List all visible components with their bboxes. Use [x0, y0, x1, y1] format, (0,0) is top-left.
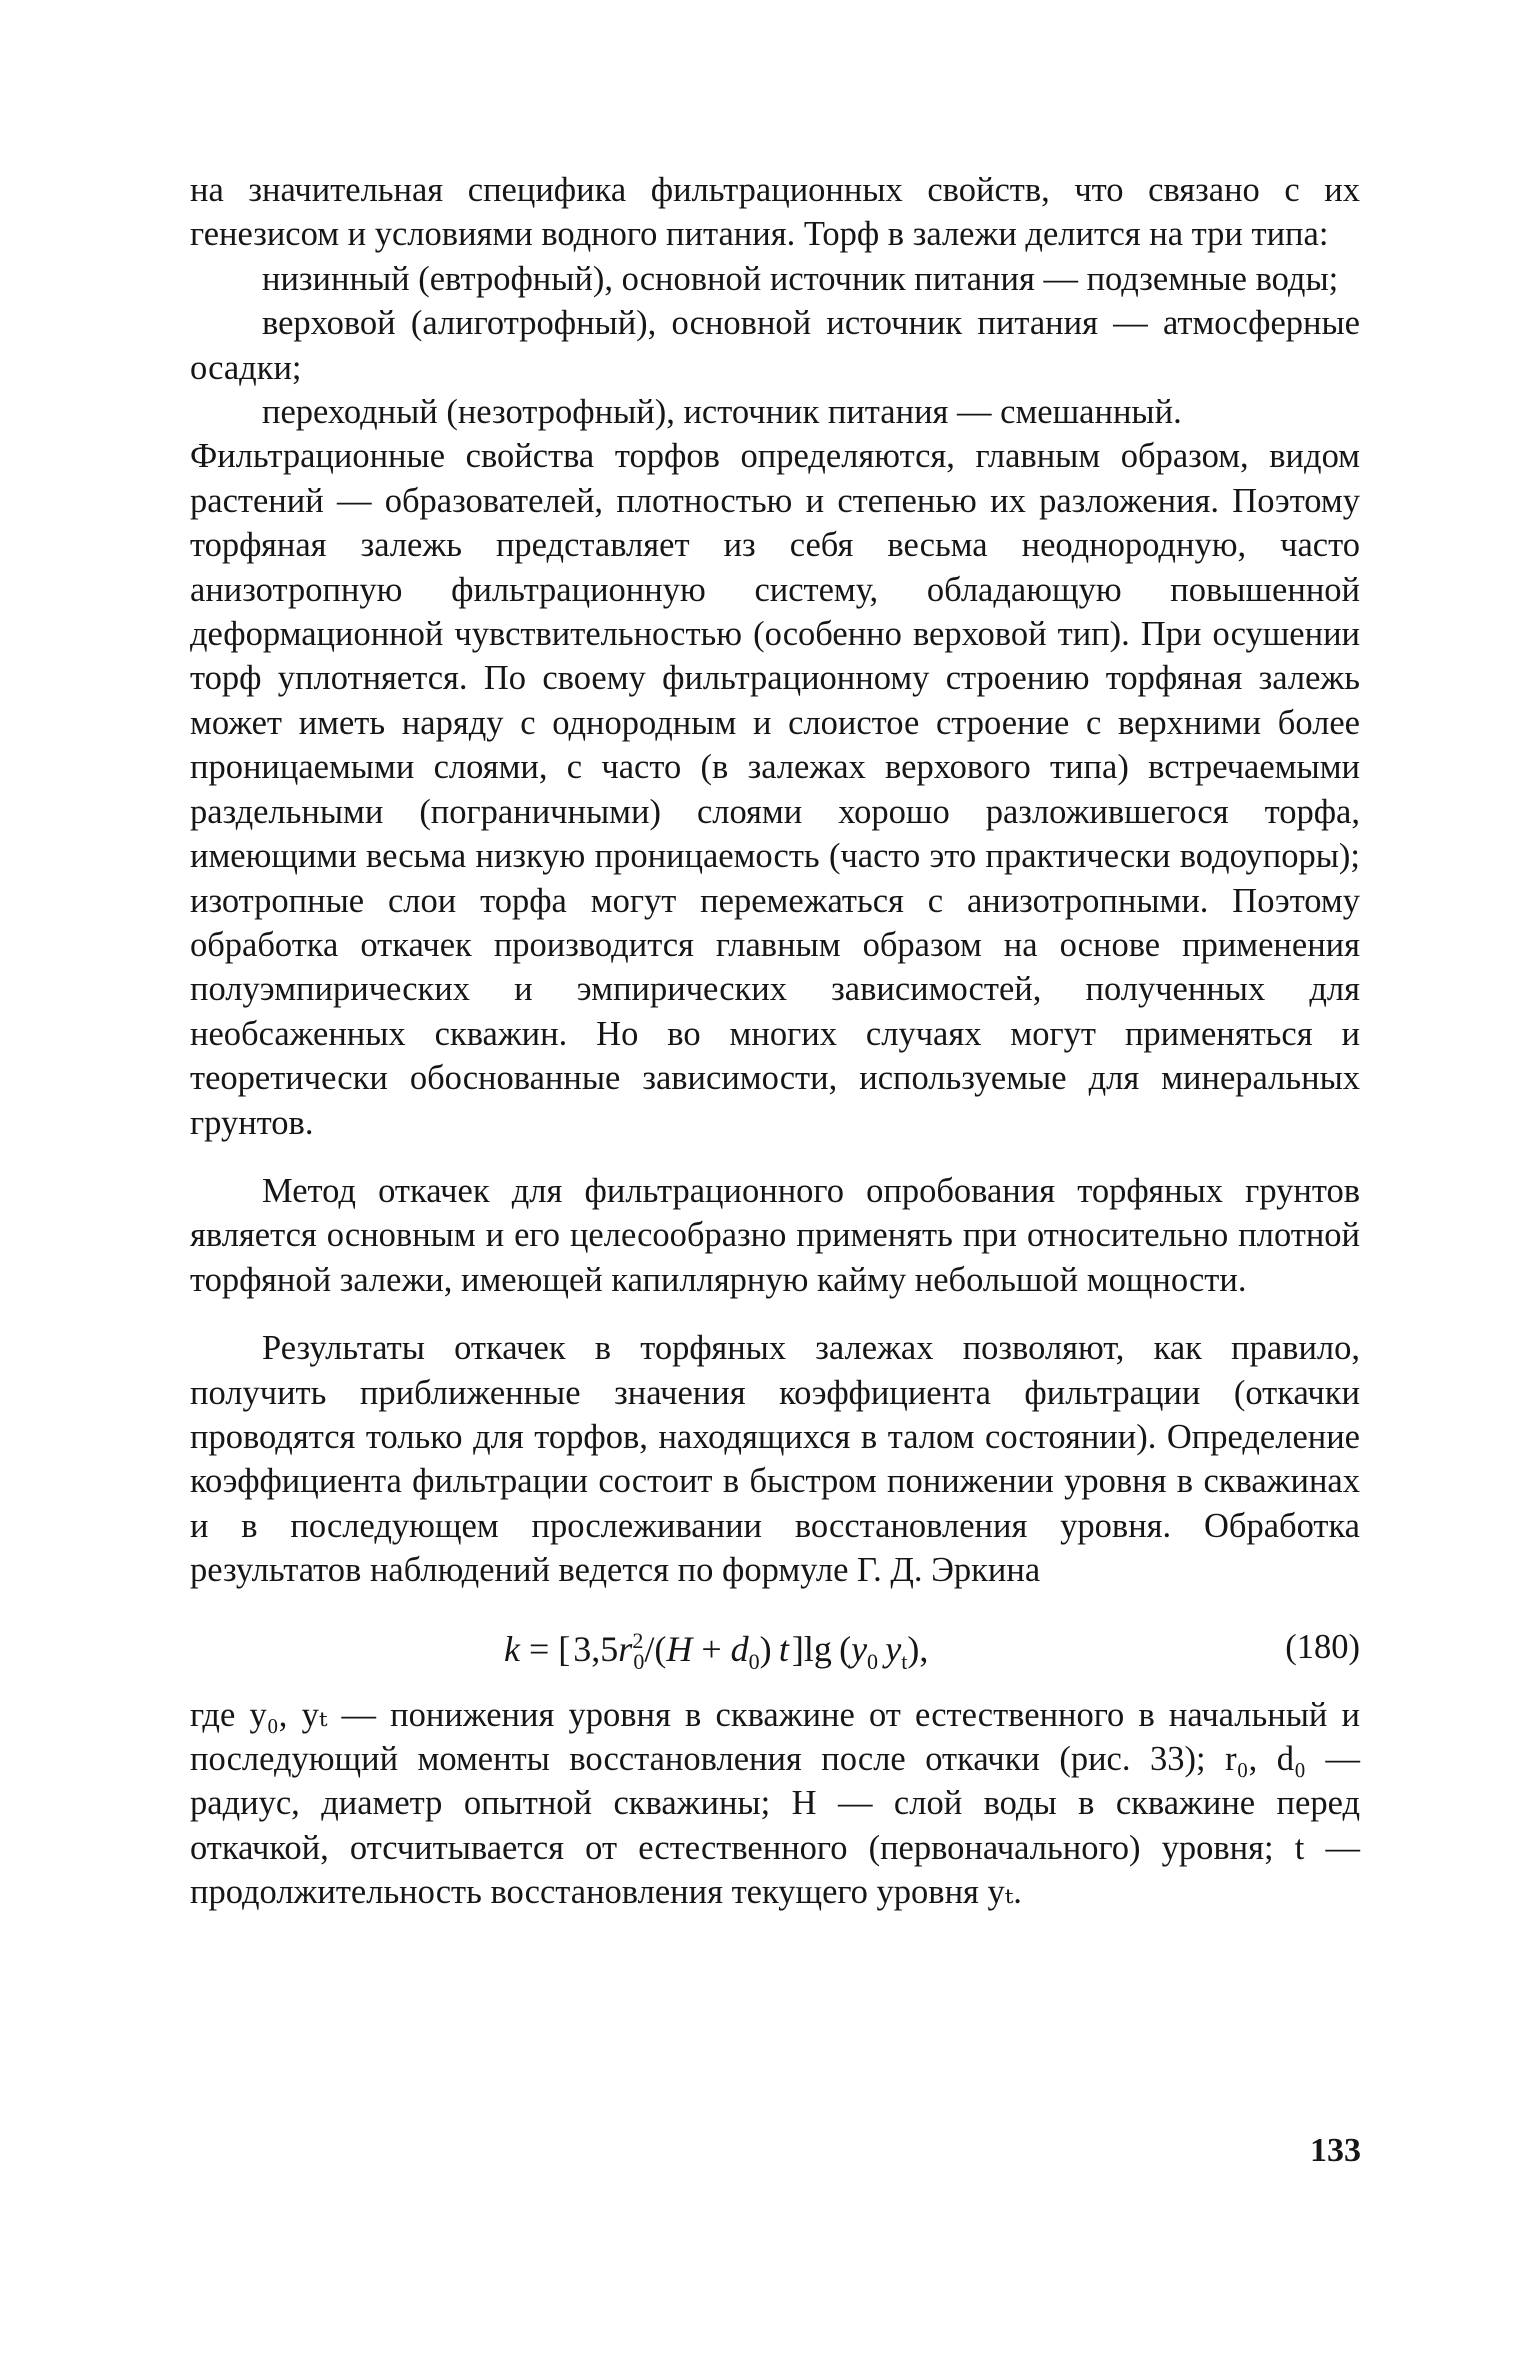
intro-paragraph: на значительная специфика фильтрационных свойств, что связано с их генезисом и условиями водного питания. Торф в залежи делится на три типа: — [190, 171, 1360, 254]
filtration-properties-paragraph: Фильтрационные свойства торфов определяются, главным образом, видом растений — образователей, плотностью и степенью их разложения. Поэтому торфяная залежь представляет из себя весьма неоднородную, часто анизотропную фильтрационную систему, обладающую повышенной деформационной чувствительностью (особенно верховой тип). При осушении торф уплотняется. По своему фильтрационному строению торфяная залежь может иметь наряду с однородным и слоистое строение с верхними более проницаемыми слоями, с часто (в залежах верхового типа) встречаемыми раздельными (пограничными) слоями хорошо разложившегося торфа, имеющими весьма низкую проницаемость (часто это практически водоупоры); изотропные слои торфа могут перемежаться с анизотропными. Поэтому обработка откачек производится главным образом на основе применения полуэмпирических и эмпирических зависимостей, полученных для необсаженных скважин. Но во многих случаях могут применяться и теоретически обоснованные зависимости, используемые для минеральных грунтов. — [190, 437, 1360, 1142]
peat-type-upland: верховой (алиготрофный), основной источник питания — атмосферные осадки; — [190, 304, 1360, 387]
pumping-results-paragraph: Результаты откачек в торфяных залежах позволяют, как правило, получить приближенные значения коэффициента фильтрации (откачки проводятся только для торфов, находящихся в талом состоянии). Определение коэффициента фильтрации состоит в быстром понижении уровня в скважинах и в последующем прослеживании восстановления уровня. Обработка результатов наблюдений ведется по формуле Г. Д. Эркина — [190, 1329, 1360, 1590]
equation-number: (180) — [1285, 1627, 1360, 1666]
page-number: 133 — [1310, 2132, 1361, 2169]
formula-180 — [190, 1613, 1360, 1689]
peat-type-lowland: низинный (евтрофный), основной источник питания — подземные воды; — [262, 259, 1339, 298]
page-body — [190, 168, 1360, 1915]
peat-type-transitional: переходный (незотрофный), источник питания — смешанный. — [262, 393, 1182, 432]
erkin-formula: k = [ $3,5r^2_0/(H + d_0)$ t ]lg ($y_0$ $y_t$), — [504, 1627, 929, 1674]
formula-explanation: где y₀, yₜ — понижения уровня в скважине от естественного в начальный и последующий моменты восстановления после откачки (рис. 33); r₀, d₀ — радиус, диаметр опытной скважины; H — слой воды в скважине перед откачкой, отсчитывается от естественного (первоначального) уровня; t — продолжительность восстановления текущего уровня yₜ. — [190, 1695, 1360, 1912]
pumping-method-paragraph: Метод откачек для фильтрационного опробования торфяных грунтов является основным и его целесообразно применять при относительно плотной торфяной залежи, имеющей капиллярную кайму небольшой мощности. — [190, 1171, 1360, 1299]
